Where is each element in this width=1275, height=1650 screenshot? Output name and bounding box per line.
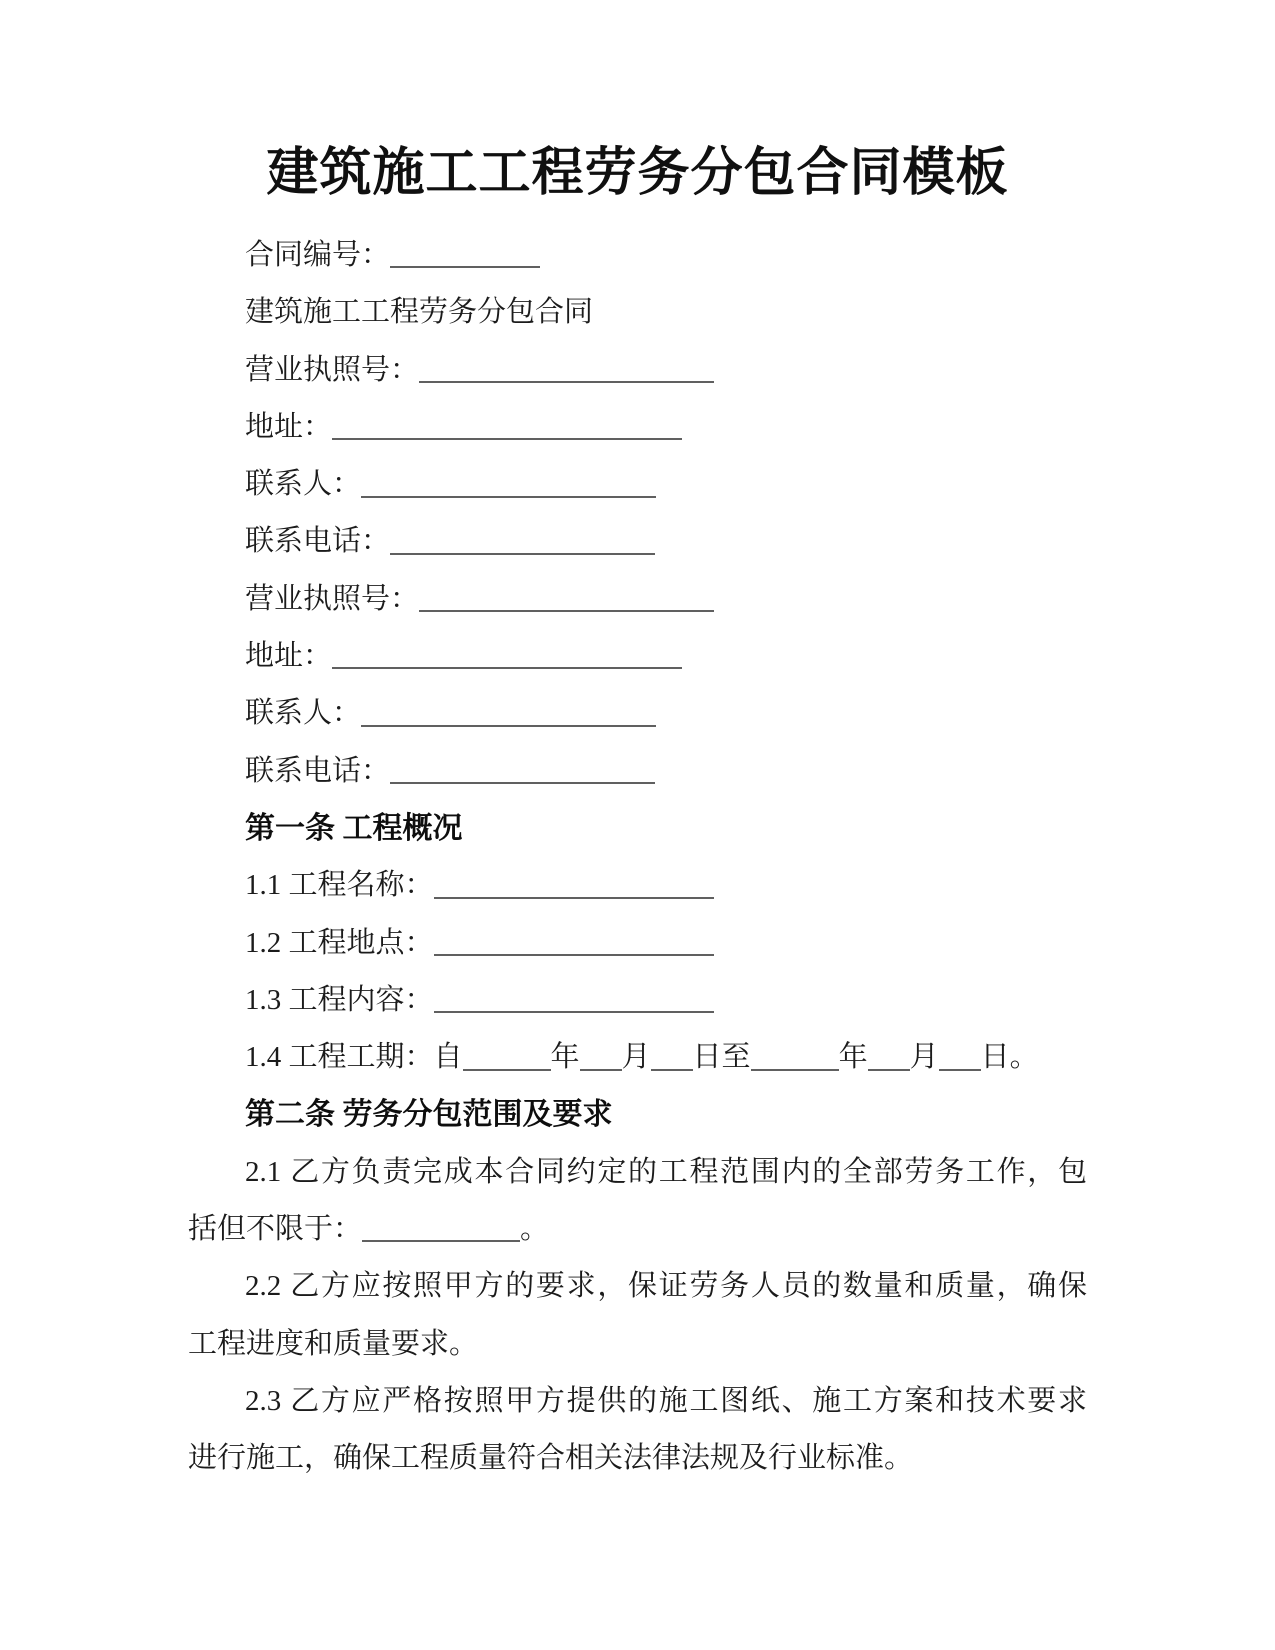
line-text: 2.3 乙方应严格按照甲方提供的施工图纸、施工方案和技术要求 [245, 1384, 1087, 1417]
fill-in-blank [362, 1219, 520, 1242]
line-text: 括但不限于： [188, 1213, 363, 1246]
fill-in-blank [419, 360, 714, 383]
party-a-contact-person-line [188, 456, 1087, 513]
contract-number-line [188, 227, 1087, 284]
document-body [0, 203, 1275, 1488]
party-a-business-license-line [188, 342, 1087, 399]
fill-in-blank [332, 646, 682, 669]
clause-2-2-line-2 [188, 1316, 1087, 1373]
fill-in-blank [651, 1047, 693, 1070]
line-text: 1.2 工程地点： [245, 926, 434, 959]
line-text: 联系人： [245, 468, 362, 501]
party-b-contact-person-line [188, 685, 1087, 742]
line-text: 月 [621, 1041, 651, 1074]
clause-1-2-project-location [188, 915, 1087, 972]
party-b-address-line [188, 628, 1087, 685]
article-1-heading [188, 800, 1087, 857]
fill-in-blank [332, 417, 682, 440]
clause-2-3-line-1 [188, 1373, 1087, 1430]
fill-in-blank [939, 1047, 981, 1070]
line-text: 联系人： [245, 697, 362, 730]
party-a-phone-line [188, 513, 1087, 570]
fill-in-blank [390, 532, 655, 555]
clause-2-1-line-2 [188, 1201, 1087, 1258]
line-text: 合同编号： [245, 239, 391, 271]
clause-2-1-line-1 [188, 1144, 1087, 1201]
fill-in-blank [434, 990, 714, 1013]
party-b-phone-line [188, 743, 1087, 800]
clause-1-1-project-name [188, 857, 1087, 914]
clause-1-3-project-content [188, 972, 1087, 1029]
line-text: 。 [520, 1213, 550, 1246]
article-2-heading [188, 1086, 1087, 1143]
line-text: 第二条 劳务分包范围及要求 [245, 1098, 613, 1132]
line-text: 2.2 乙方应按照甲方的要求，保证劳务人员的数量和质量，确保 [245, 1270, 1087, 1303]
line-text: 1.4 工程工期：自 [245, 1041, 463, 1074]
fill-in-blank [434, 933, 714, 956]
line-text: 月 [909, 1041, 939, 1074]
clause-1-4-project-duration [188, 1029, 1087, 1086]
party-a-address-line [188, 399, 1087, 456]
line-text: 年 [550, 1041, 580, 1074]
fill-in-blank [361, 704, 656, 727]
line-text: 日至 [692, 1041, 751, 1074]
line-text: 第一条 工程概况 [245, 811, 463, 845]
line-text: 联系电话： [245, 525, 391, 558]
fill-in-blank [390, 761, 655, 784]
line-text: 营业执照号： [245, 582, 420, 615]
contract-subtitle-line [188, 284, 1087, 341]
fill-in-blank [868, 1047, 910, 1070]
line-text: 工程进度和质量要求。 [188, 1327, 479, 1360]
fill-in-blank [390, 245, 540, 268]
fill-in-blank [419, 589, 714, 612]
line-text: 1.3 工程内容： [245, 983, 434, 1016]
line-text: 地址： [245, 410, 333, 443]
clause-2-2-line-1 [188, 1258, 1087, 1315]
fill-in-blank [751, 1047, 839, 1070]
line-text: 建筑施工工程劳务分包合同 [245, 296, 594, 329]
document-title: 建筑施工工程劳务分包合同模板 [266, 145, 1009, 202]
fill-in-blank [434, 875, 714, 898]
line-text: 1.1 工程名称： [245, 869, 434, 902]
line-text: 年 [838, 1041, 868, 1074]
fill-in-blank [580, 1047, 622, 1070]
fill-in-blank [463, 1047, 551, 1070]
line-text: 营业执照号： [245, 353, 420, 386]
line-text: 联系电话： [245, 754, 391, 787]
line-text: 2.1 乙方负责完成本合同约定的工程范围内的全部劳务工作，包 [245, 1155, 1087, 1188]
fill-in-blank [361, 474, 656, 497]
clause-2-3-line-2 [188, 1430, 1087, 1487]
line-text: 地址： [245, 640, 333, 673]
line-text: 日。 [980, 1041, 1039, 1074]
party-b-business-license-line [188, 571, 1087, 628]
line-text: 进行施工，确保工程质量符合相关法律法规及行业标准。 [188, 1442, 914, 1475]
